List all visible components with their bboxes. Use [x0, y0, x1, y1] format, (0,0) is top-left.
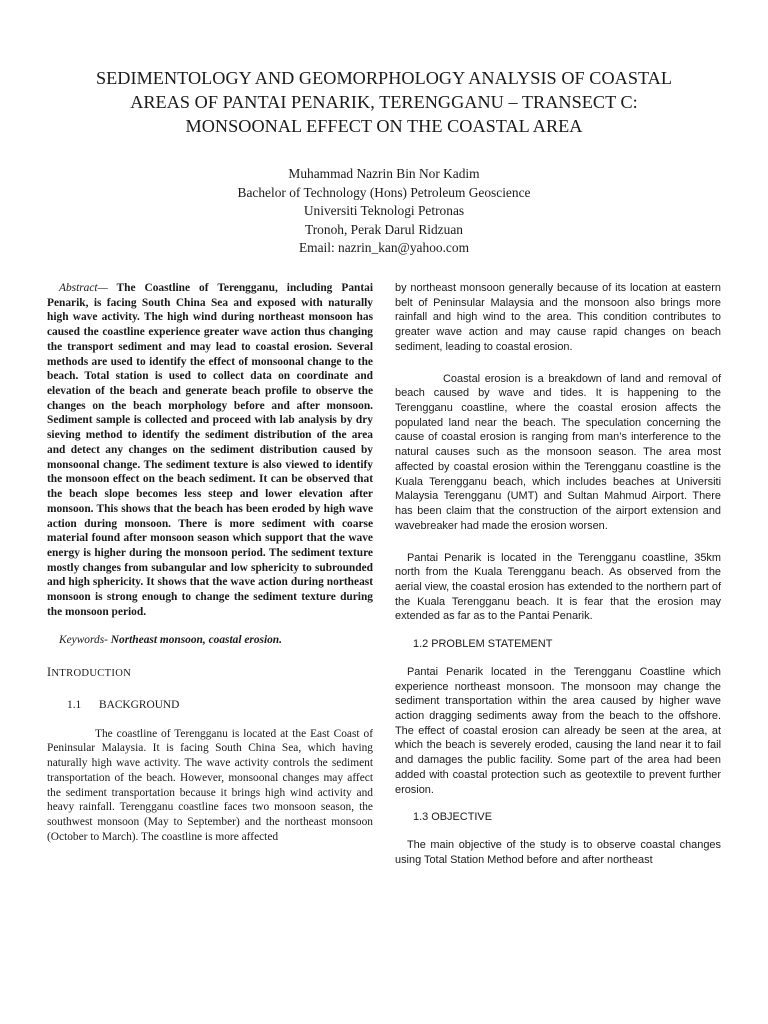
subsection-heading-problem-statement: 1.2 PROBLEM STATEMENT [413, 638, 553, 651]
paragraph: by northeast monsoon generally because of its location at eastern belt of Peninsular Malaysia and the monsoon also brings more rainfall and high wind to the area. This condition contributes to greater wave action and may cause rapid changes on beach sediment, leading to coastal erosion. [395, 282, 721, 353]
keywords-label: Keywords- [59, 633, 108, 646]
author-email: Email: nazrin_kan@yahoo.com [299, 240, 469, 256]
background-heading: BACKGROUND [99, 698, 180, 711]
title-line: SEDIMENTOLOGY AND GEOMORPHOLOGY ANALYSIS OF COASTAL [95, 68, 673, 88]
left-column [47, 281, 373, 844]
paragraph: Coastal erosion is a breakdown of land and removal of beach caused by wave and tides. It is happening to the Terengganu coastline, where the coastal erosion affects the populated land near the beach. The speculation concerning the cause of coastal erosion is ranging from man’s interference to the natural causes such as the monsoon season. The area most affected by coastal erosion within the Terengganu coastline is the Kuala Terengganu beach, which includes beaches at Universiti Malaysia Terengganu (UMT) and Sultan Mahmud Airport. There has been claim that the construction of the airport extension and wavebreaker had made the erosion worsen. [395, 372, 721, 532]
subsection-heading-background [47, 698, 373, 713]
subsection-heading-objective: 1.3 OBJECTIVE [413, 811, 493, 824]
author-name: Muhammad Nazrin Bin Nor Kadim [288, 166, 480, 181]
background-paragraph: The coastline of Terengganu is located at the East Coast of Peninsular Malaysia. It is facing South China Sea, which having naturally high wave activity. The wave activity controls the sediment transportation of the beach. However, monsoonal changes may affect the sediment transportation because it brings high wind activity and heavy rainfall. Terengganu coastline faces two monsoon season, the southwest monsoon (May to September) and the northeast monsoon (October to March). The coastline is more affected [47, 727, 373, 843]
paper-title [40, 66, 728, 138]
keywords [47, 633, 373, 648]
section-heading-introduction [47, 665, 373, 682]
author-location: Tronoh, Perak Darul Ridzuan [305, 221, 463, 237]
problem-statement-paragraph: Pantai Penarik located in the Terengganu Coastline which experience northeast monsoon. The monsoon may change the sediment transportation within the area caused by higher wave action dragging sediments away from the beach to the offshore. The effect of coastal erosion can already be seen at the area, at which the beach is severely eroded, causing the land near it to fail and damages the public facility. Some part of the area had been added with coastal protection such as geotextile to prevent further erosion. [395, 665, 721, 796]
right-column [395, 281, 721, 867]
paragraph: Pantai Penarik is located in the Terengganu coastline, 35km north from the Kuala Terengganu beach. As observed from the aerial view, the coastal erosion has extended to the northern part of the Kuala Terengganu beach. It is fear that the erosion may extended as far as to the Pantai Penarik. [395, 551, 721, 623]
keywords-text: Northeast monsoon, coastal erosion. [107, 633, 282, 646]
background-number: 1.1 [67, 698, 82, 711]
author-block [100, 165, 668, 258]
introduction-rest: NTRODUCTION [51, 668, 132, 680]
title-line: MONSOONAL EFFECT ON THE COASTAL AREA [185, 116, 583, 136]
abstract [47, 281, 373, 620]
abstract-text: The Coastline of Terengganu, including Pantai Penarik, is facing South China Sea and exposed with naturally high wave activity. The high wind during northeast monsoon has caused the coastline experience greater wave action thus changing the transport sediment and may lead to coastal erosion. Several methods are used to identify the effect of monsoonal change to the beach. Total station is used to collect data on coordinate and elevation of the beach and generate beach profile to observe the changes on the beach morphology before and after monsoon. Sediment sample is collected and proceed with lab analysis by dry sieving method to identify the sediment distribution of the area and detect any changes on the sediment distribution caused by monsoonal change. The sediment texture is also viewed to identify the monsoon effect on the beach sediment. It can be observed that the beach slope becomes less steep and lower elevation after monsoon. This shows that the beach has been eroded by high wave action during monsoon. There is more sediment with coarse material found after monsoon season which support that the wave energy is higher during the monsoon period. The sediment texture mostly changes from subangular and low sphericity to subrounded and high sphericity. It shows that the wave action during northeast monsoon is strong enough to change the sediment texture during the monsoon period. [47, 282, 373, 618]
author-degree: Bachelor of Technology (Hons) Petroleum Geoscience [237, 184, 531, 200]
author-university: Universiti Teknologi Petronas [303, 203, 465, 219]
introduction-cap: I [47, 665, 52, 680]
abstract-label: Abstract— [59, 282, 108, 294]
objective-paragraph: The main objective of the study is to observe coastal changes using Total Station Method before and after northeast [395, 839, 721, 866]
title-line: AREAS OF PANTAI PENARIK, TERENGGANU – TRANSECT C: [130, 92, 638, 112]
